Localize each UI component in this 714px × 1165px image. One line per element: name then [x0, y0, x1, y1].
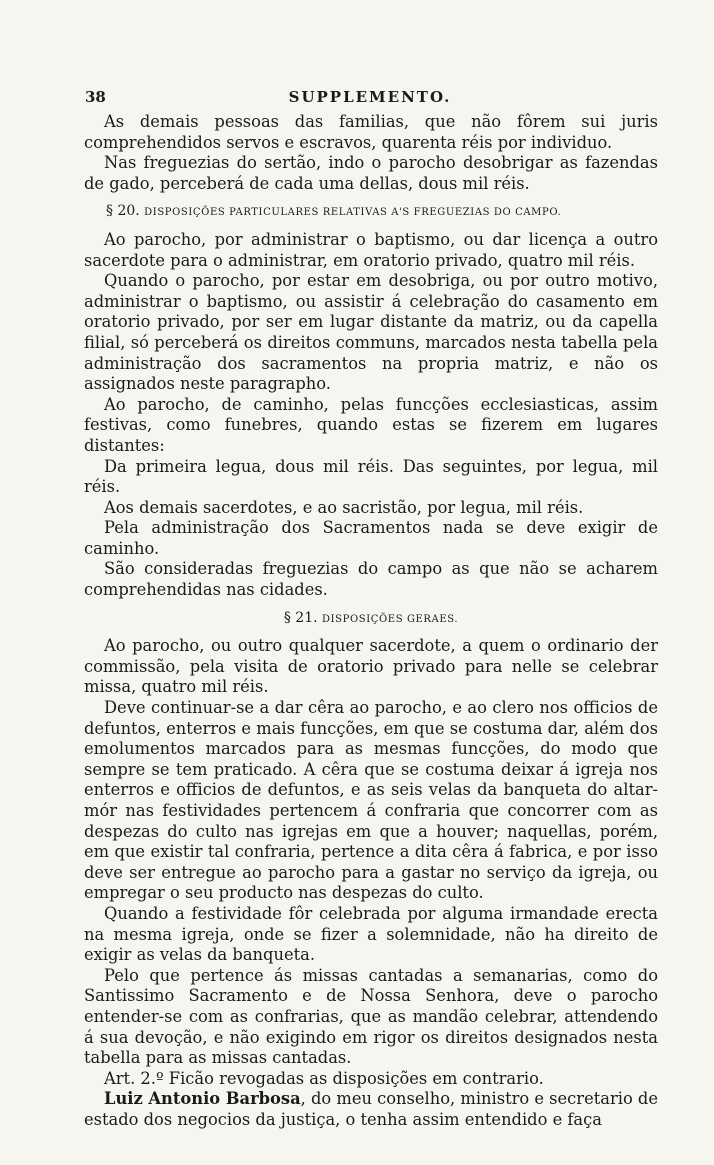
paragraph: Ao parocho, de caminho, pelas funcções ecclesiasticas, assim festivas, como funebres, quando estas se fizerem em lugares distantes: — [84, 394, 658, 455]
paragraph: Ao parocho, por administrar o baptismo, ou dar licença a outro sacerdote para o administrar, em oratorio privado, quatro mil réis. — [84, 229, 658, 270]
section-title: DISPOSIÇÕES GERAES. — [322, 613, 459, 625]
page-number: 38 — [85, 88, 106, 106]
minister-name: Luiz Antonio Barbosa — [104, 1089, 301, 1109]
paragraph: Quando o parocho, por estar em desobriga, ou por outro motivo, administrar o baptismo, ou assistir á celebração do casamento em oratorio privado, por ser em lugar distante da matriz, ou da capella filial, só perceberá os direitos communs, marcados nesta tabella pela administração dos sacramentos na propria matriz, e não os assignados neste paragrapho. — [84, 271, 658, 394]
paragraph: Nas freguezias do sertão, indo o parocho desobrigar as fazendas de gado, perceberá de cada uma dellas, dous mil réis. — [84, 153, 658, 193]
page-header — [85, 88, 655, 110]
paragraph: Art. 2.º Ficão revogadas as disposições em contrario. — [104, 1068, 544, 1088]
paragraph: Pela administração dos Sacramentos nada se deve exigir de caminho. — [84, 518, 658, 558]
paragraph: Aos demais sacerdotes, e ao sacristão, por legua, mil réis. — [104, 497, 584, 517]
closing-paragraph — [84, 1089, 658, 1130]
running-title: SUPPLEMENTO. — [288, 88, 452, 106]
paragraph: Quando a festividade fôr celebrada por alguma irmandade erecta na mesma igreja, onde se fizer a solemnidade, não ha direito de exigir as velas da banqueta. — [84, 903, 658, 965]
paragraph: Da primeira legua, dous mil réis. Das seguintes, por legua, mil réis. — [84, 456, 658, 497]
paragraph: Deve continuar-se a dar cêra ao parocho, e ao clero nos officios de defuntos, enterros e mais funcções, em que se costuma dar, além dos emolumentos marcados para as mesmas funcções, do modo que sempre se tem praticado. A cêra que se costuma deixar á igreja nos enterros e officios de defuntos, e as seis velas da banqueta do altar-mór nas festividades pertencem á confraria que concorrer com as despezas do culto nas igrejas em que a houver; naquellas, porém, em que existir tal confraria, pertence a dita cêra á fabrica, e por isso deve ser entregue ao parocho para a gastar no serviço da igreja, ou empregar o seu producto nas despezas do culto. — [84, 698, 658, 903]
section-number: § 20. — [106, 203, 140, 220]
section-heading-20 — [84, 201, 658, 224]
section-heading-21 — [84, 608, 658, 631]
closing-text: , do meu conselho, ministro e secretario de estado dos negocios da justiça, o tenha assim entendido e faça — [84, 1089, 658, 1129]
paragraph: São consideradas freguezias do campo as que não se acharem comprehendidas nas cidades. — [84, 559, 658, 600]
paragraph: Ao parocho, ou outro qualquer sacerdote, a quem o ordinario der commissão, pela visita de oratorio privado para nelle se celebrar missa, quatro mil réis. — [84, 636, 658, 697]
paragraph: Pelo que pertence ás missas cantadas a semanarias, como do Santissimo Sacramento e de Nossa Senhora, deve o parocho entender-se com as confrarias, que as mandão celebrar, attendendo á sua devoção, e não exigindo em rigor os direitos designados nesta tabella para as missas cantadas. — [84, 965, 658, 1068]
section-number: § 21. — [283, 609, 318, 626]
section-title: DISPOSIÇÕES PARTICULARES RELATIVAS A'S FREGUEZIAS DO CAMPO. — [144, 207, 562, 219]
paragraph: As demais pessoas das familias, que não fôrem sui juris comprehendidos servos e escravos, quarenta réis por individuo. — [84, 112, 658, 152]
page-body — [84, 112, 658, 1131]
